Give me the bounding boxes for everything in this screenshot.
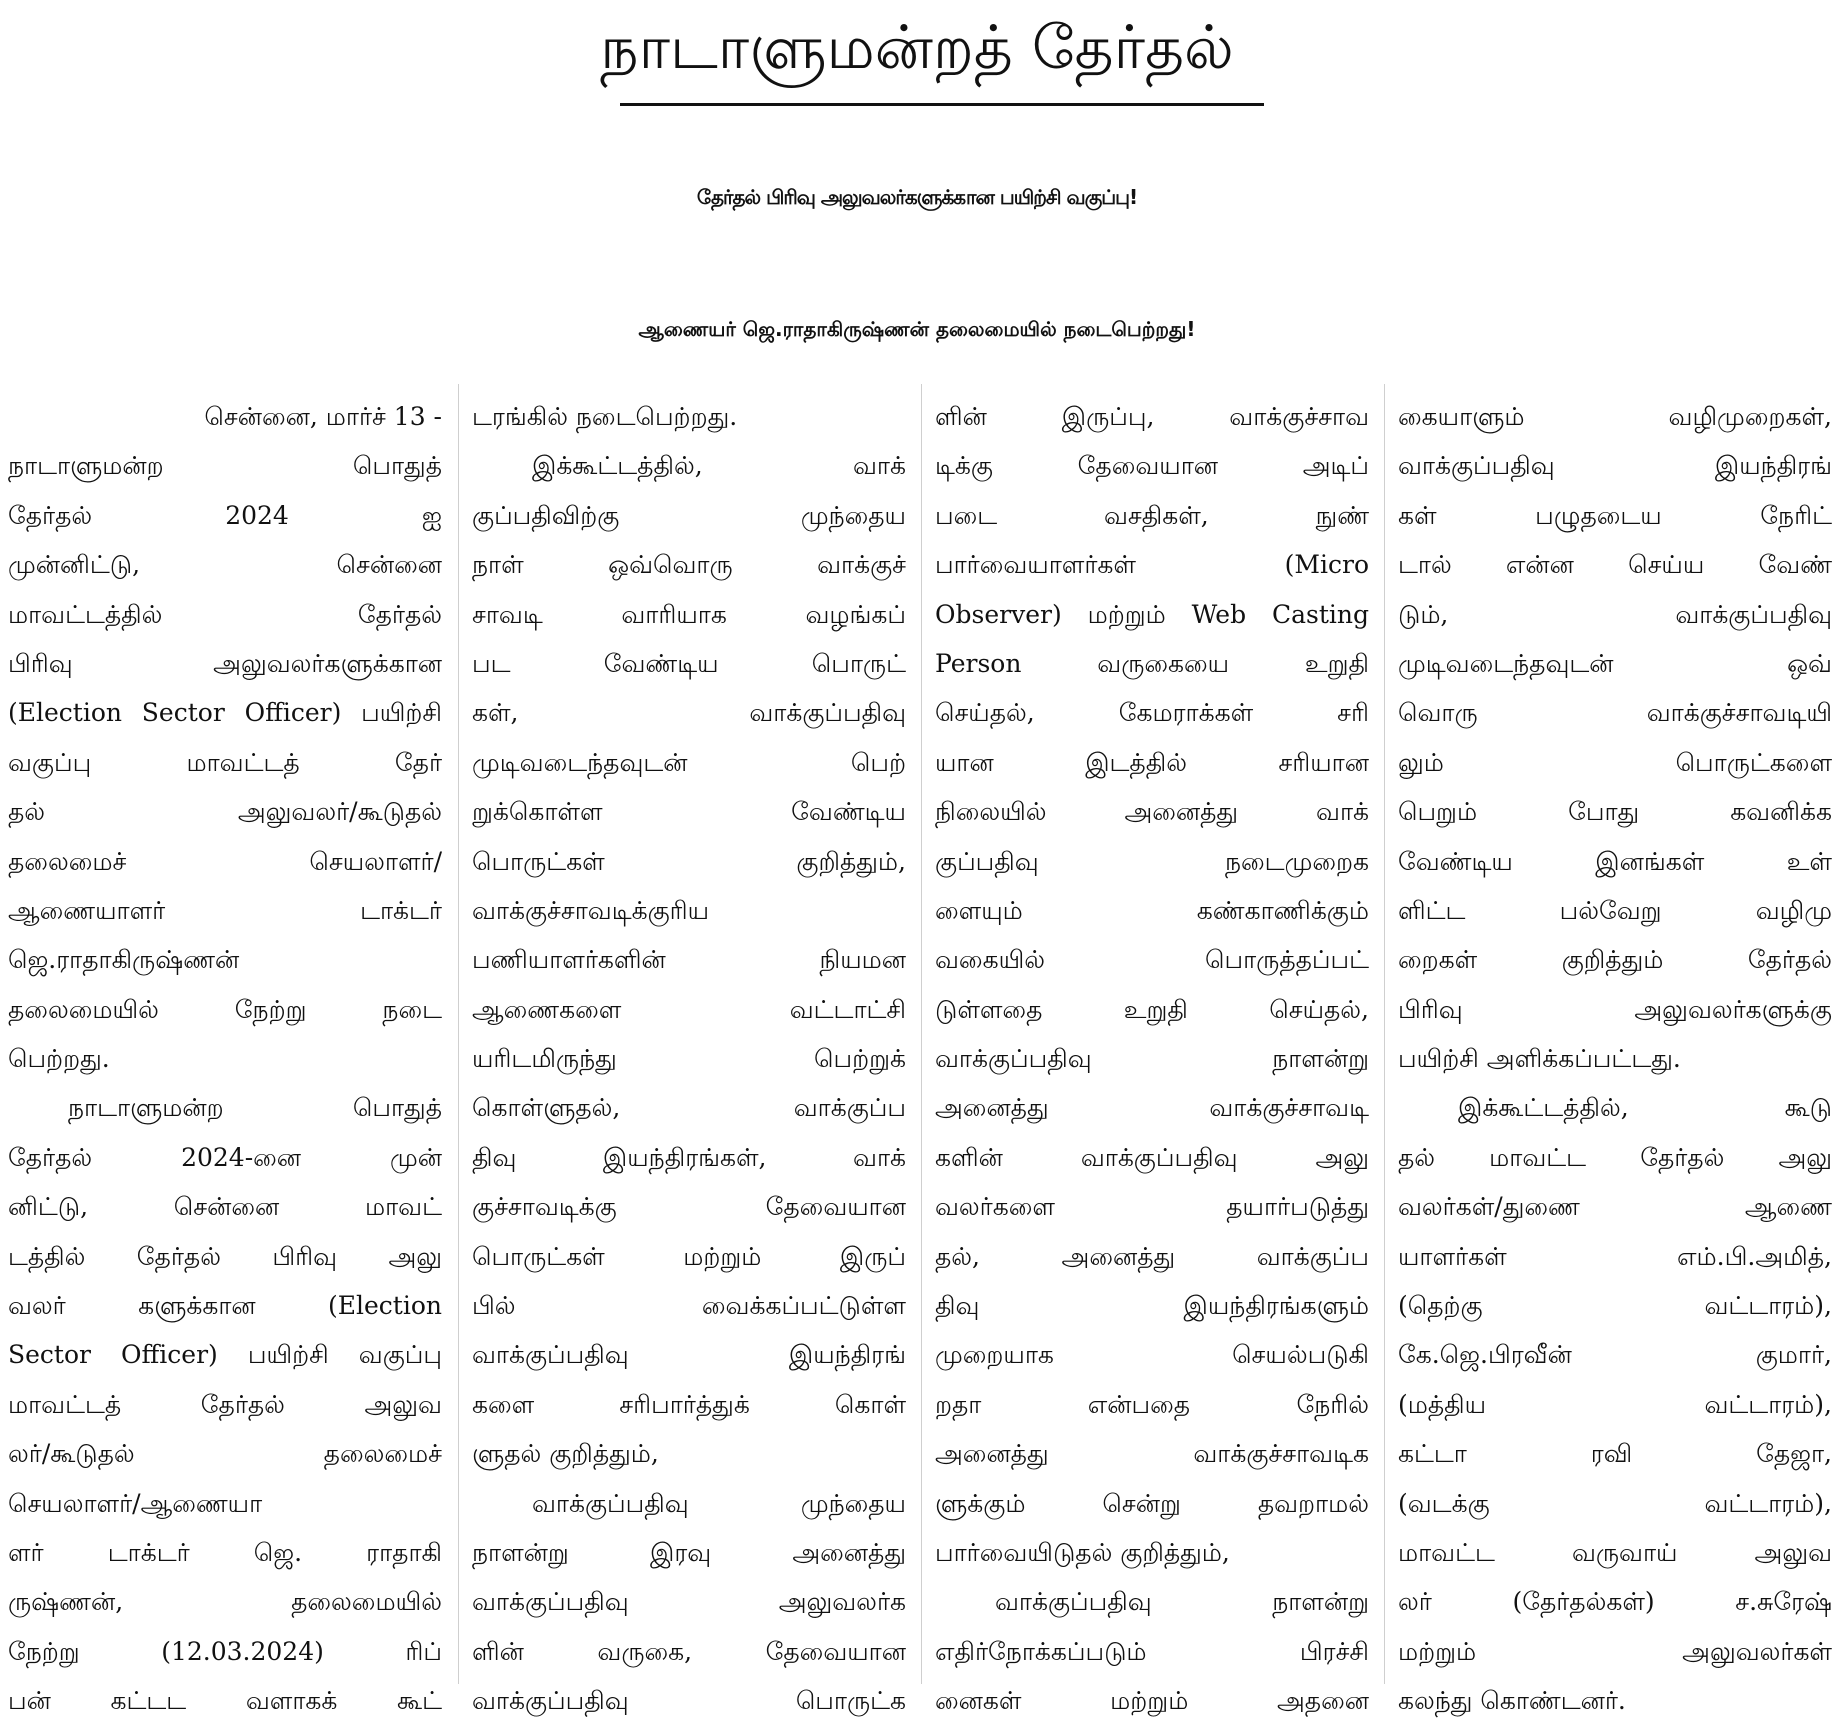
article-line: நிலையில் அனைத்து வாக் xyxy=(935,797,1369,827)
article-column-2 xyxy=(472,392,906,1726)
article-line: பணியாளர்களின் நியமன xyxy=(472,945,906,975)
article-line: டுள்ளதை உறுதி செய்தல், xyxy=(935,994,1369,1024)
article-line: ஆணையாளர் டாக்டர் xyxy=(8,895,442,925)
kicker: நாடாளுமன்றத் தேர்தல் xyxy=(600,13,1234,83)
article-line: மாவட்டத்தில் தேர்தல் xyxy=(8,599,442,629)
article-line: செயலாளர்/ஆணையா xyxy=(8,1488,263,1518)
article-line: பெற்றது. xyxy=(8,1044,110,1074)
article-line: (Election Sector Officer) பயிற்சி xyxy=(8,698,442,728)
article-line: வேண்டிய இனங்கள் உள் xyxy=(1398,846,1832,876)
article-line: நாடாளுமன்ற பொதுத் xyxy=(68,1093,442,1123)
article-line: (தெற்கு வட்டாரம்), xyxy=(1398,1291,1832,1321)
article-line: பெறும் போது கவனிக்க xyxy=(1398,797,1832,827)
article-line: அனைத்து வாக்குச்சாவடிக xyxy=(935,1439,1369,1469)
article-line: னைகள் மற்றும் அதனை xyxy=(935,1686,1369,1716)
article-line: வாக்குப்பதிவு பொருட்க xyxy=(472,1686,906,1716)
article-line: ஜெ.ராதாகிருஷ்ணன் xyxy=(8,945,240,975)
article-line: டிக்கு தேவையான அடிப் xyxy=(935,451,1369,481)
article-line: றைகள் குறித்தும் தேர்தல் xyxy=(1398,945,1832,975)
article-line: மாவட்டத் தேர்தல் அலுவ xyxy=(8,1389,442,1419)
article-line: யான இடத்தில் சரியான xyxy=(935,747,1369,777)
article-line: வாக்குப்பதிவு நாளன்று xyxy=(995,1587,1369,1617)
article-line: லர் (தேர்தல்கள்) ச.சுரேஷ் xyxy=(1398,1587,1832,1617)
article-line: டால் என்ன செய்ய வேண் xyxy=(1398,550,1832,580)
article-line: பில் வைக்கப்பட்டுள்ள xyxy=(472,1291,906,1321)
article-line: கொள்ளுதல், வாக்குப்ப xyxy=(472,1093,906,1123)
article-line: சென்னை, மார்ச் 13 - xyxy=(204,402,442,431)
article-line: (மத்திய வட்டாரம்), xyxy=(1398,1389,1832,1419)
article-line: நாளன்று இரவு அனைத்து xyxy=(472,1537,906,1567)
article-column-4 xyxy=(1398,392,1832,1726)
article-line: வொரு வாக்குச்சாவடியி xyxy=(1398,698,1832,728)
article-line: நாடாளுமன்ற பொதுத் xyxy=(8,451,442,481)
article-line: முன்னிட்டு, சென்னை xyxy=(8,550,442,580)
article-line: டத்தில் தேர்தல் பிரிவு அலு xyxy=(8,1241,442,1271)
article-line: வாக்குப்பதிவு நாளன்று xyxy=(935,1044,1369,1074)
subheadline: ஆணையர் ஜெ.ராதாகிருஷ்ணன் தலைமையில் நடைபெற்றது! xyxy=(638,317,1196,341)
article-line: லும் பொருட்களை xyxy=(1398,747,1832,777)
article-line: இக்கூட்டத்தில், வாக் xyxy=(532,451,906,481)
article-line: கலந்து கொண்டனர். xyxy=(1398,1686,1626,1716)
article-column-1 xyxy=(8,392,442,1726)
article-line: வாக்குப்பதிவு இயந்திரங் xyxy=(472,1340,906,1370)
article-line: நேற்று (12.03.2024) ரிப் xyxy=(8,1636,442,1666)
column-divider xyxy=(1384,384,1385,1684)
article-line: இக்கூட்டத்தில், கூடு xyxy=(1458,1093,1832,1123)
article-line: வகையில் பொருத்தப்பட் xyxy=(935,945,1369,975)
article-line: திவு இயந்திரங்களும் xyxy=(935,1291,1369,1321)
article-line: தல் மாவட்ட தேர்தல் அலு xyxy=(1398,1142,1832,1172)
article-line: குப்பதிவு நடைமுறைக xyxy=(935,846,1369,876)
article-line: கட்டா ரவி தேஜா, xyxy=(1398,1439,1832,1469)
article-line: சாவடி வாரியாக வழங்கப் xyxy=(472,599,906,629)
article-line: வாக்குச்சாவடிக்குரிய xyxy=(472,895,710,925)
article-line: ளுக்கும் சென்று தவறாமல் xyxy=(935,1488,1369,1518)
article-line: பொருட்கள் மற்றும் இருப் xyxy=(472,1241,906,1271)
article-line: கையாளும் வழிமுறைகள், xyxy=(1398,402,1832,431)
article-line: றுக்கொள்ள வேண்டிய xyxy=(472,797,906,827)
article-line: தல் அலுவலர்/கூடுதல் xyxy=(8,797,442,827)
article-line: நாள் ஒவ்வொரு வாக்குச் xyxy=(472,550,906,580)
article-line: மாவட்ட வருவாய் அலுவ xyxy=(1398,1537,1832,1567)
article-line: எதிர்நோக்கப்படும் பிரச்சி xyxy=(935,1636,1369,1666)
article-line: களை சரிபார்த்துக் கொள் xyxy=(472,1389,906,1419)
article-line: கள், வாக்குப்பதிவு xyxy=(472,698,906,728)
article-line: திவு இயந்திரங்கள், வாக் xyxy=(472,1142,906,1172)
article-line: பிரிவு அலுவலர்களுக்கான xyxy=(8,648,442,678)
article-line: பார்வையாளர்கள் (Micro xyxy=(935,550,1369,580)
article-line: பயிற்சி அளிக்கப்பட்டது. xyxy=(1398,1044,1681,1074)
article-line: கள் பழுதடைய நேரிட் xyxy=(1398,500,1832,530)
article-line: வாக்குப்பதிவு அலுவலர்க xyxy=(472,1587,906,1617)
article-line: குச்சாவடிக்கு தேவையான xyxy=(472,1192,906,1222)
article-line: முடிவடைந்தவுடன் பெற் xyxy=(472,747,906,777)
article-line: கே.ஜெ.பிரவீன் குமார், xyxy=(1398,1340,1832,1370)
article-line: வலர் களுக்கான (Election xyxy=(8,1291,442,1321)
article-line: முடிவடைந்தவுடன் ஒவ் xyxy=(1398,648,1832,678)
article-line: தல், அனைத்து வாக்குப்ப xyxy=(935,1241,1369,1271)
article-line: டரங்கில் நடைபெற்றது. xyxy=(472,402,738,431)
article-line: செய்தல், கேமராக்கள் சரி xyxy=(935,698,1369,728)
article-line: களின் வாக்குப்பதிவு அலு xyxy=(935,1142,1369,1172)
article-line: டும், வாக்குப்பதிவு xyxy=(1398,599,1832,629)
article-line: படை வசதிகள், நுண் xyxy=(935,500,1369,530)
article-line: வாக்குப்பதிவு இயந்திரங் xyxy=(1398,451,1832,481)
article-line: யாளர்கள் எம்.பி.அமித், xyxy=(1398,1241,1832,1271)
article-line: தேர்தல் 2024 ஐ xyxy=(8,500,442,530)
article-line: வாக்குப்பதிவு முந்தைய xyxy=(532,1488,906,1518)
article-line: ளின் வருகை, தேவையான xyxy=(472,1636,906,1666)
article-line: றதா என்பதை நேரில் xyxy=(935,1389,1369,1419)
article-line: யரிடமிருந்து பெற்றுக் xyxy=(472,1044,906,1074)
article-line: ளுதல் குறித்தும், xyxy=(472,1439,659,1469)
article-line: தலைமைச் செயலாளர்/ xyxy=(8,846,442,876)
article-line: பிரிவு அலுவலர்களுக்கு xyxy=(1398,994,1832,1024)
column-divider xyxy=(458,384,459,1684)
article-line: பன் கட்டட வளாகக் கூட் xyxy=(8,1686,442,1716)
article-line: வலர்கள்/துணை ஆணை xyxy=(1398,1192,1832,1222)
article-line: னிட்டு, சென்னை மாவட் xyxy=(8,1192,442,1222)
article-line: குப்பதிவிற்கு முந்தைய xyxy=(472,500,906,530)
article-line: Sector Officer) பயிற்சி வகுப்பு xyxy=(8,1340,442,1370)
article-line: லர்/கூடுதல் தலைமைச் xyxy=(8,1439,442,1469)
article-line: தேர்தல் 2024-னை முன் xyxy=(8,1142,442,1172)
article-line: பொருட்கள் குறித்தும், xyxy=(472,846,906,876)
article-line: ளிட்ட பல்வேறு வழிமு xyxy=(1398,895,1832,925)
article-column-3 xyxy=(935,392,1369,1726)
article-line: வலர்களை தயார்படுத்து xyxy=(935,1192,1369,1222)
article-line: ஆணைகளை வட்டாட்சி xyxy=(472,994,906,1024)
article-line: அனைத்து வாக்குச்சாவடி xyxy=(935,1093,1369,1123)
article-line: வகுப்பு மாவட்டத் தேர் xyxy=(8,747,442,777)
article-line: தலைமையில் நேற்று நடை xyxy=(8,994,442,1024)
article-line: (வடக்கு வட்டாரம்), xyxy=(1398,1488,1832,1518)
headline: தேர்தல் பிரிவு அலுவலர்களுக்கான பயிற்சி வகுப்பு! xyxy=(696,185,1138,209)
article-line: ளையும் கண்காணிக்கும் xyxy=(935,895,1369,925)
article-line: பட வேண்டிய பொருட் xyxy=(472,648,906,678)
article-line: Observer) மற்றும் Web Casting xyxy=(935,599,1369,629)
article-line: முறையாக செயல்படுகி xyxy=(935,1340,1369,1370)
column-divider xyxy=(921,384,922,1684)
article-line: ருஷ்ணன், தலைமையில் xyxy=(8,1587,442,1617)
article-line: ளின் இருப்பு, வாக்குச்சாவ xyxy=(935,402,1369,431)
article-line: ளர் டாக்டர் ஜெ. ராதாகி xyxy=(8,1537,442,1567)
article-line: Person வருகையை உறுதி xyxy=(935,648,1369,678)
article-line: மற்றும் அலுவலர்கள் xyxy=(1398,1636,1832,1666)
kicker-underline xyxy=(620,103,1264,106)
article-line: பார்வையிடுதல் குறித்தும், xyxy=(935,1537,1230,1567)
